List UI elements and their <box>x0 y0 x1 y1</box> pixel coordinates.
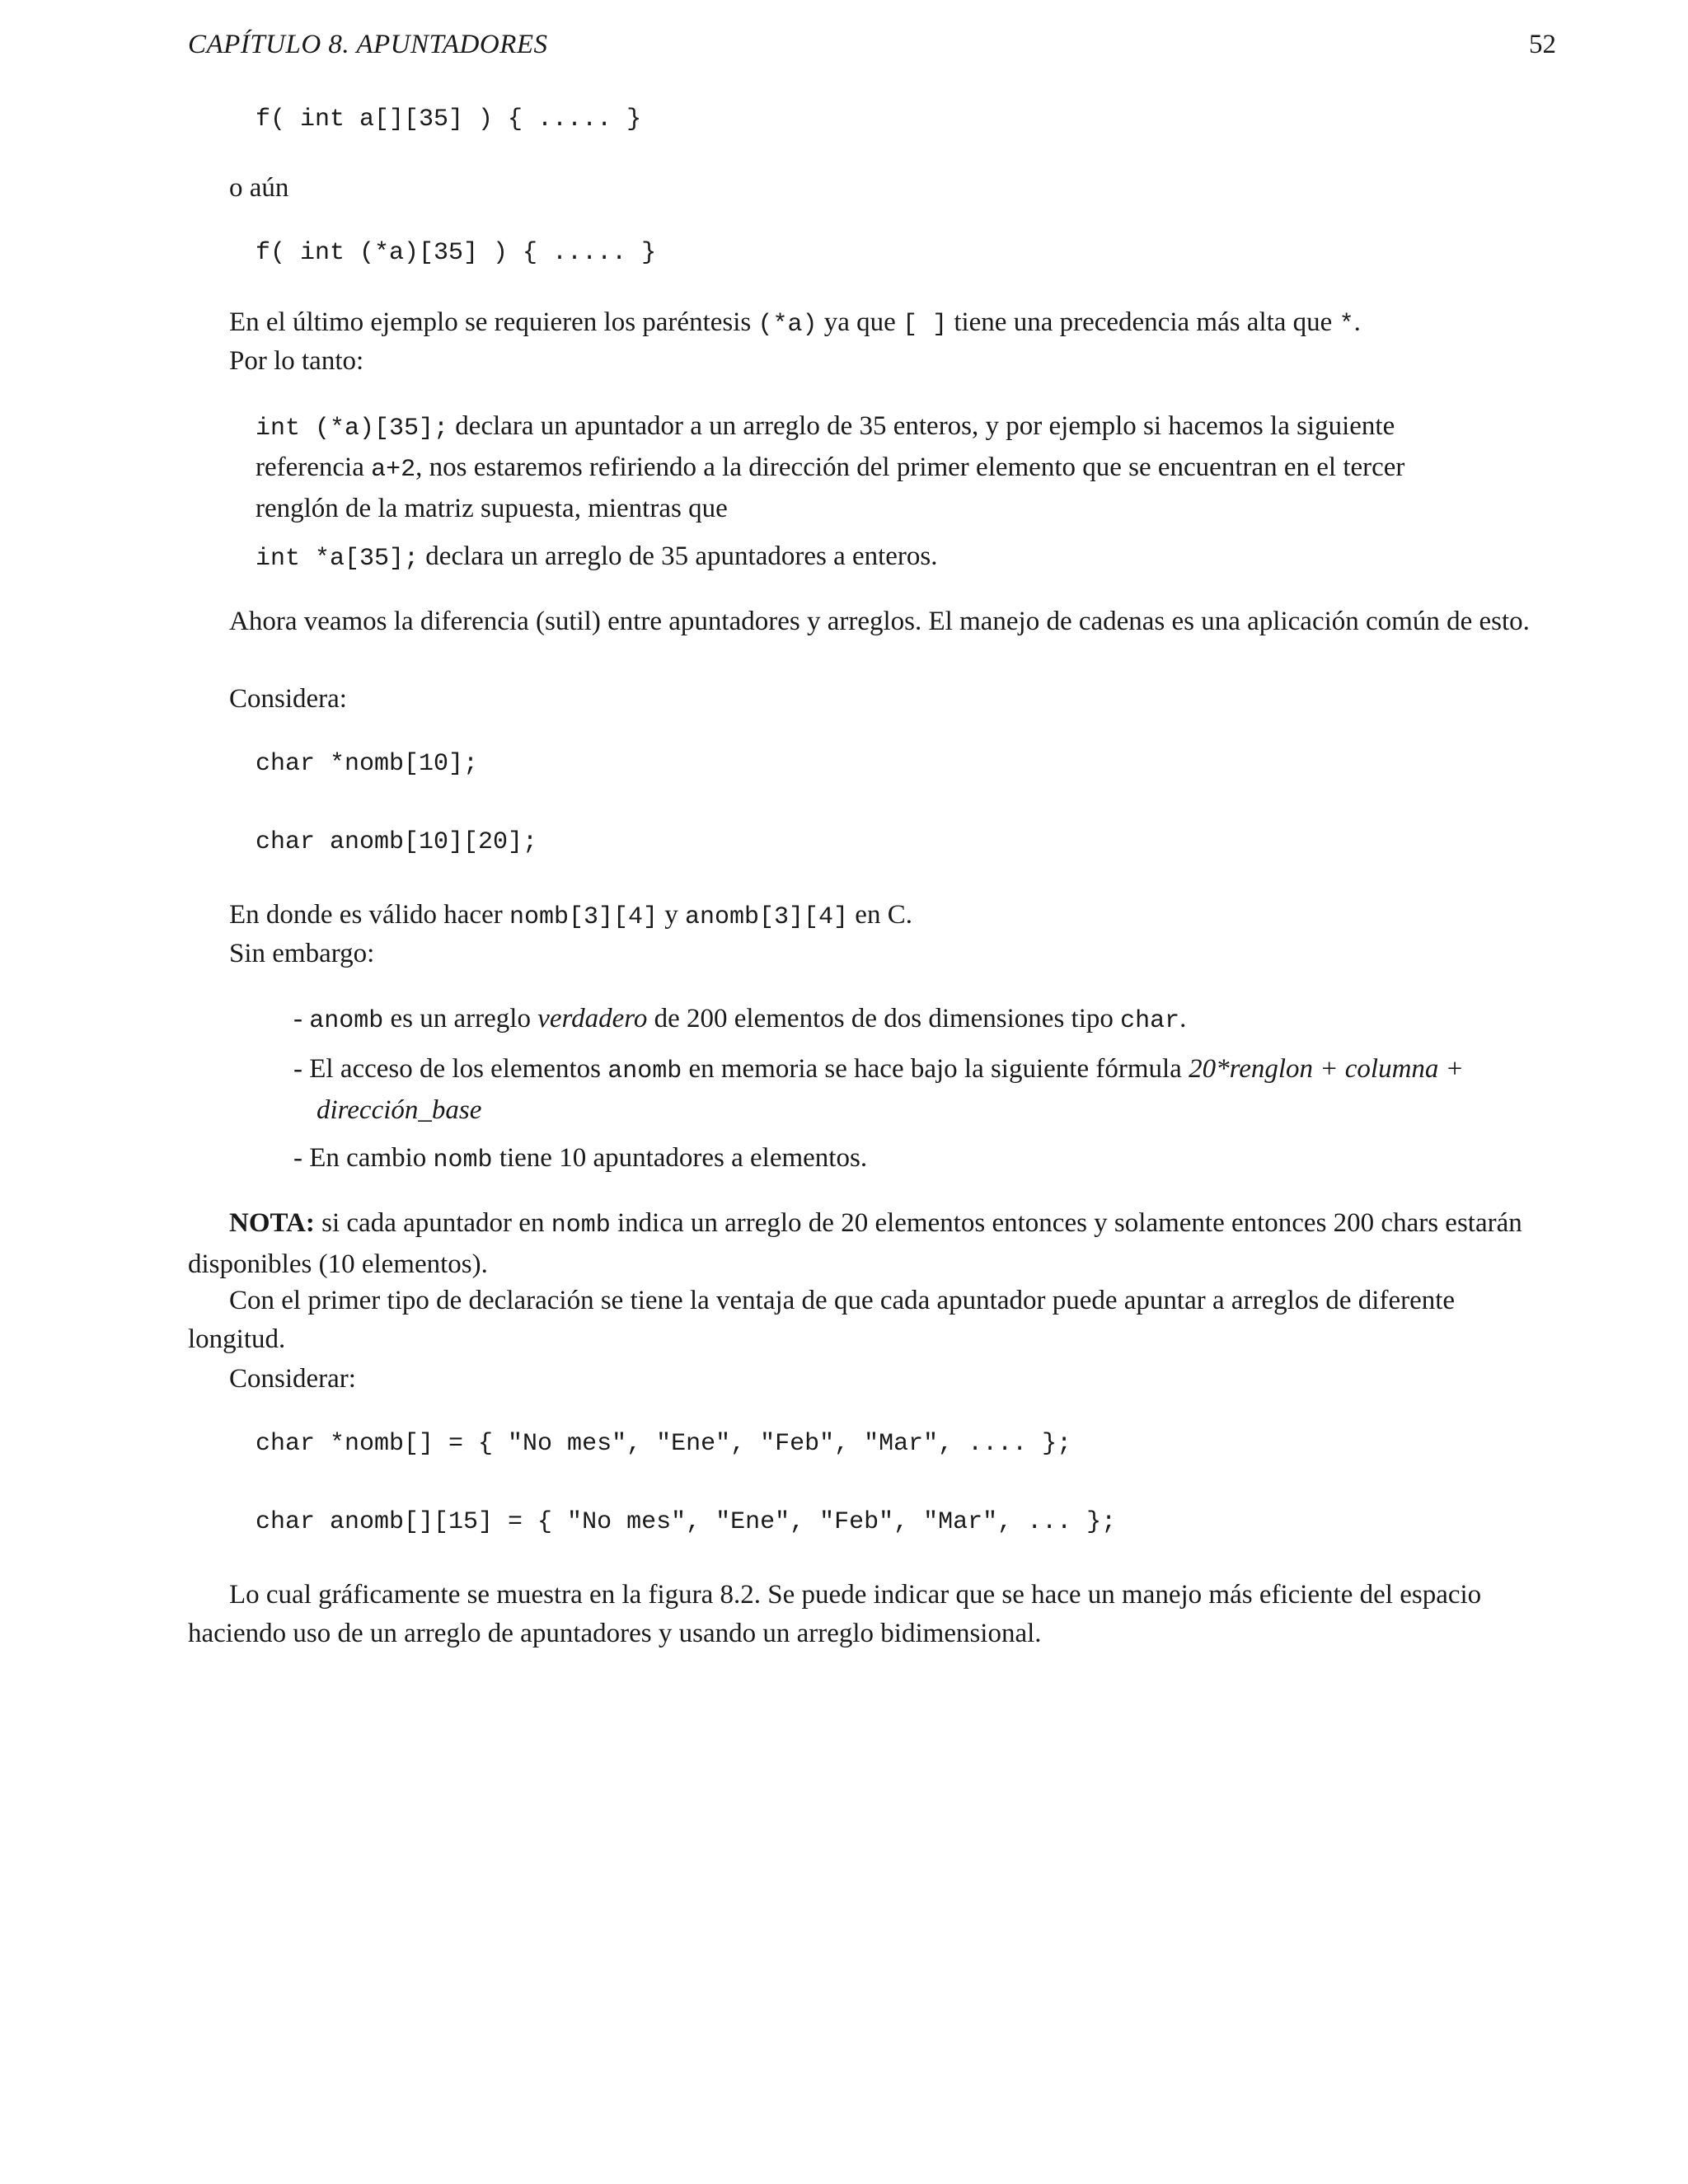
text: indica un arreglo de 20 elementos entonces y solamente entonces 200 chars estarán disponibles (10 elementos). <box>188 1208 1522 1279</box>
text: en C. <box>848 900 912 930</box>
text: tiene una precedencia más alta que <box>947 307 1339 337</box>
text: En cambio <box>309 1143 434 1173</box>
text: El acceso de los elementos <box>309 1054 608 1084</box>
running-header <box>188 30 1556 63</box>
text-line: Por lo tanto: <box>229 346 364 376</box>
code-line: char anomb[10][20]; <box>256 828 538 856</box>
paragraph <box>229 896 1556 937</box>
chapter-title: CAPÍTULO 8. APUNTADORES <box>188 30 548 59</box>
emphasis: verdadero <box>537 1004 648 1033</box>
inline-code: anomb <box>309 1007 384 1035</box>
text: ya que <box>817 307 903 337</box>
dash: - <box>293 1004 310 1033</box>
note-label: NOTA: <box>229 1208 315 1238</box>
paragraph: Con el primer tipo de declaración se tiene la ventaja de que cada apuntador puede apuntar a arreglos de diferente longitud. <box>188 1286 1456 1354</box>
page-number: 52 <box>1529 30 1556 59</box>
inline-code: int (*a)[35]; <box>256 415 449 443</box>
code-line: char *nomb[] = { "No mes", "Ene", "Feb", "Mar", .... }; <box>256 1430 1072 1458</box>
list-item <box>293 1050 1536 1130</box>
text: En el último ejemplo se requieren los paréntesis <box>229 307 758 337</box>
text: en memoria se hace bajo la siguiente fórmula <box>682 1054 1189 1084</box>
inline-code: nomb <box>433 1146 493 1174</box>
text-line: Considerar: <box>229 1364 356 1394</box>
note-paragraph <box>188 1204 1556 1284</box>
code-line: char *nomb[10]; <box>256 750 479 778</box>
text: . <box>1353 307 1361 337</box>
inline-code: nomb[3][4] <box>509 903 658 931</box>
inline-code: int *a[35]; <box>256 545 420 573</box>
list-item <box>293 1139 1536 1180</box>
text: , nos estaremos refiriendo a la dirección del primer elemento que se encuentran en el tercer renglón de la matriz supuesta, mientras que <box>256 452 1405 523</box>
text: . <box>1179 1004 1187 1033</box>
inline-code: nomb <box>551 1212 611 1240</box>
list-item <box>293 1000 1536 1041</box>
text: declara un apuntador a un arreglo de 35 enteros, y por ejemplo si hacemos la siguiente referencia <box>256 411 1395 482</box>
formula: 20*renglon + columna + dirección_base <box>316 1054 1464 1125</box>
inline-code: anomb <box>607 1057 682 1085</box>
text: declara un arreglo de 35 apuntadores a enteros. <box>419 541 938 571</box>
quote-block <box>256 537 1492 579</box>
code-line: f( int a[][35] ) { ..... } <box>256 105 642 134</box>
text: de 200 elementos de dos dimensiones tipo <box>647 1004 1121 1033</box>
inline-code: char <box>1120 1007 1180 1035</box>
code-line: char anomb[][15] = { "No mes", "Ene", "Feb", "Mar", ... }; <box>256 1508 1117 1536</box>
text: En donde es válido hacer <box>229 900 509 930</box>
inline-code: a+2 <box>371 456 416 484</box>
quote-block <box>256 407 1492 528</box>
text-line: o aún <box>229 173 289 203</box>
text-line: Sin embargo: <box>229 939 375 968</box>
inline-code: anomb[3][4] <box>685 903 849 931</box>
text: si cada apuntador en <box>314 1208 551 1238</box>
document-page <box>188 0 1556 2184</box>
inline-code: * <box>1339 311 1354 339</box>
text: y <box>658 900 685 930</box>
paragraph <box>229 303 1556 344</box>
code-line: f( int (*a)[35] ) { ..... } <box>256 239 657 267</box>
text: tiene 10 apuntadores a elementos. <box>492 1143 868 1173</box>
dash: - <box>293 1143 310 1173</box>
paragraph: Ahora veamos la diferencia (sutil) entre apuntadores y arreglos. El manejo de cadenas es una aplicación común de esto. <box>229 607 1530 636</box>
text: es un arreglo <box>383 1004 538 1033</box>
inline-code: (*a) <box>757 311 818 339</box>
text-line: Considera: <box>229 684 347 714</box>
paragraph: Lo cual gráficamente se muestra en la figura 8.2. Se puede indicar que se hace un manejo más eficiente del espacio haciendo uso de un arreglo de apuntadores y usando un arreglo bidimensional. <box>188 1580 1482 1648</box>
dash: - <box>293 1054 310 1084</box>
inline-code: [ ] <box>903 311 948 339</box>
